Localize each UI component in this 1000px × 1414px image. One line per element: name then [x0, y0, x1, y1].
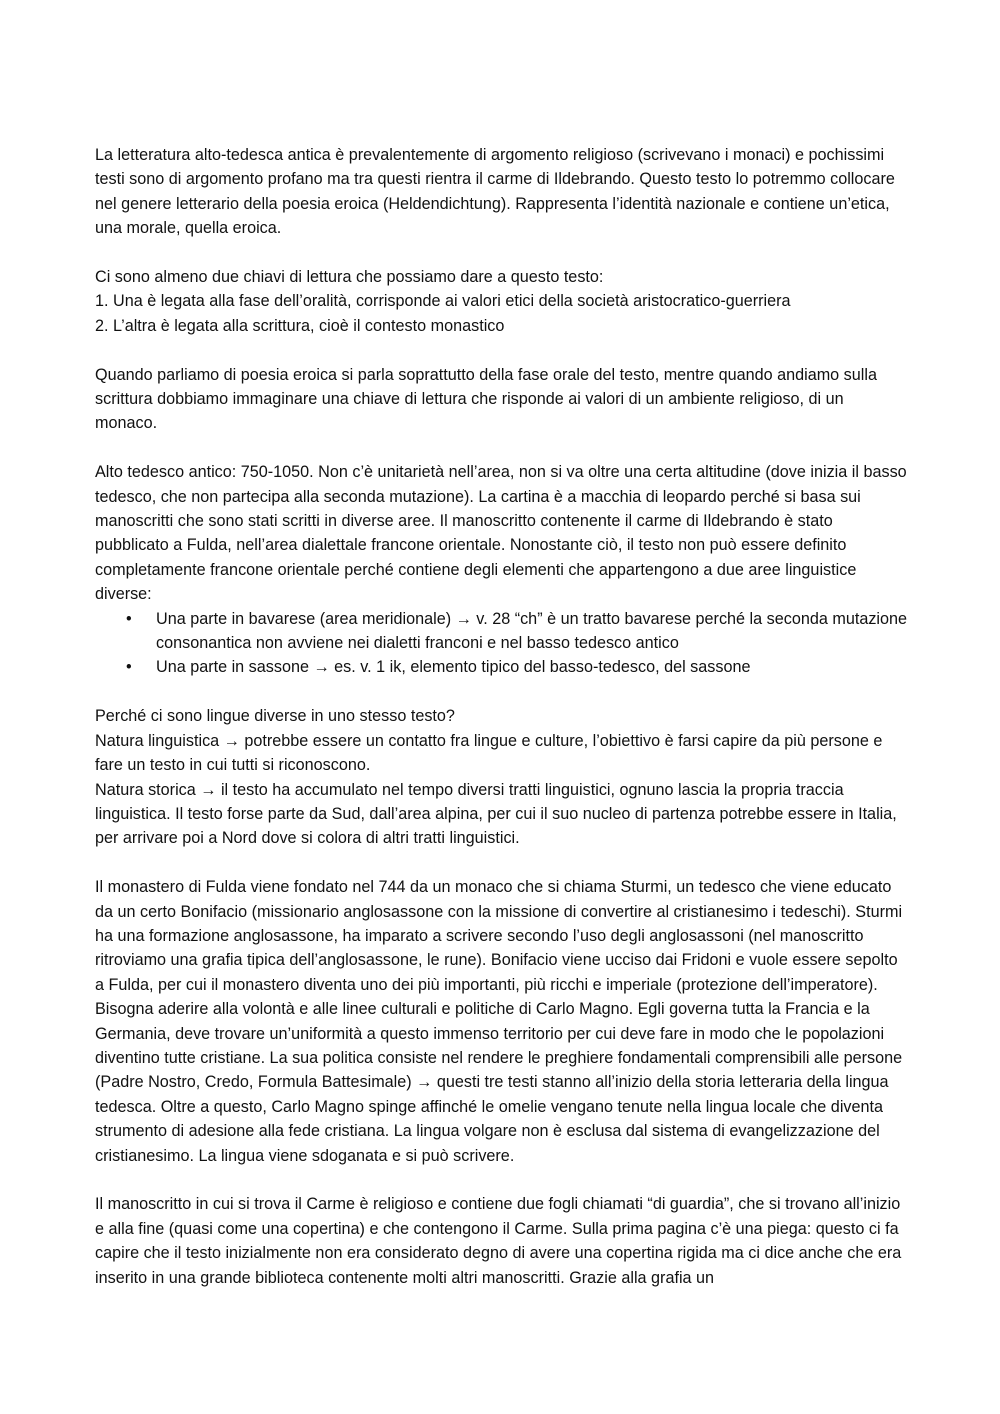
paragraph-fulda-monastery: Il monastero di Fulda viene fondato nel 744 da un monaco che si chiama Sturmi, un tedesco che viene educato da un certo Bonifacio (missionario anglosassone con la missione di convertire al cristianesimo i tedeschi). Sturmi ha una formazione anglosassone, ha imparato a scrivere secondo l’uso degli anglosassoni (nel manoscritto ritroviamo una grafia tipica dell’anglosassone, le rune). Bonifacio viene ucciso dai Fridoni e vuole essere sepolto a Fulda, per cui il monastero diventa uno dei più importanti, più ricchi e imperiale (protezione dell’imperatore). Bisogna aderire alla volontà e alle linee culturali e politiche di Carlo Magno. Egli governa tutta la Francia e la Germania, deve trovare un’uniformità a questo immenso territorio per cui deve fare in modo che le popolazioni diventino tutte cristiane. La sua politica consiste nel rendere le preghiere fondamentali comprensibili alle persone (Padre Nostro, Credo, Formula Battesimale) → questi tre testi stanno all’inizio della storia letteraria della lingua tedesca. Oltre a questo, Carlo Magno spinge affinché le omelie vengano tenute nella lingua locale che diventa strumento di adesione alla fede cristiana. La lingua volgare non è esclusa dal sistema di evangelizzazione del cristianesimo. La lingua viene sdoganata e si può scrivere.	[95, 878, 903, 1165]
bullet-item-bavarian: • Una parte in bavarese (area meridionale) → v. 28 “ch” è un tratto bavarese perché la seconda mutazione consonantica non avviene nei dialetti franconi e nel basso tedesco antico	[156, 607, 910, 656]
paragraph-reading-keys-intro: Ci sono almeno due chiavi di lettura che possiamo dare a questo testo:	[95, 268, 604, 287]
reading-key-item-2: 2. L’altra è legata alla scrittura, cioè il contesto monastico	[95, 316, 505, 335]
paragraph-intro: La letteratura alto-tedesca antica è prevalentemente di argomento religioso (scrivevano i monaci) e pochissimi testi sono di argomento profano ma tra questi rientra il carme di Ildebrando. Questo testo lo potremmo collocare nel genere letterario della poesia eroica (Heldendichtung). Rappresenta l’identità nazionale e contiene un’etica, una morale, quella eroica.	[95, 146, 895, 238]
bullet-item-saxon: • Una parte in sassone → es. v. 1 ik, elemento tipico del basso-tedesco, del sassone	[156, 655, 910, 679]
paragraph-manuscript: Il manoscritto in cui si trova il Carme è religioso e contiene due fogli chiamati “di guardia”, che si trovano all’inizio e alla fine (quasi come una copertina) e che contengono il Carme. Sulla prima pagina c’è una piega: questo ci fa capire che il testo inizialmente non era considerato degno di avere una copertina rigida ma ci dice anche che era inserito in una grande biblioteca contenente molti altri manoscritti. Grazie alla grafia un	[95, 1195, 902, 1287]
paragraph-question: Perché ci sono lingue diverse in uno stesso testo?	[95, 707, 455, 726]
paragraph-linguistic-nature: Natura linguistica → potrebbe essere un contatto fra lingue e culture, l’obiettivo è farsi capire da più persone e fare un testo in cui tutti si riconoscono.	[95, 731, 883, 775]
reading-key-item-1: 1. Una è legata alla fase dell’oralità, corrisponde ai valori etici della società aristocratico-guerriera	[95, 292, 791, 311]
paragraph-heroic-poetry: Quando parliamo di poesia eroica si parla soprattutto della fase orale del testo, mentre quando andiamo sulla scrittura dobbiamo immaginare una chiave di lettura che risponde ai valori di un ambiente religioso, di un monaco.	[95, 365, 877, 433]
document-page	[95, 143, 910, 1290]
dialect-bullet-list	[95, 607, 910, 680]
paragraph-historical-nature: Natura storica → il testo ha accumulato nel tempo diversi tratti linguistici, ognuno lascia la propria traccia linguistica. Il testo forse parte da Sud, dall’area alpina, per cui il suo nucleo di partenza potrebbe essere in Italia, per arrivare poi a Nord dove si colora di altri tratti linguistici.	[95, 780, 897, 848]
paragraph-old-high-german: Alto tedesco antico: 750-1050. Non c’è unitarietà nell’area, non si va oltre una certa altitudine (dove inizia il basso tedesco, che non partecipa alla seconda mutazione). La cartina è a macchia di leopardo perché si basa sui manoscritti che sono stati scritti in diverse aree. Il manoscritto contenente il carme di Ildebrando è stato pubblicato a Fulda, nell’area dialettale francone orientale. Nonostante ciò, il testo non può essere definito completamente francone orientale perché contiene degli elementi che appartengono a due aree linguistice diverse:	[95, 463, 907, 604]
